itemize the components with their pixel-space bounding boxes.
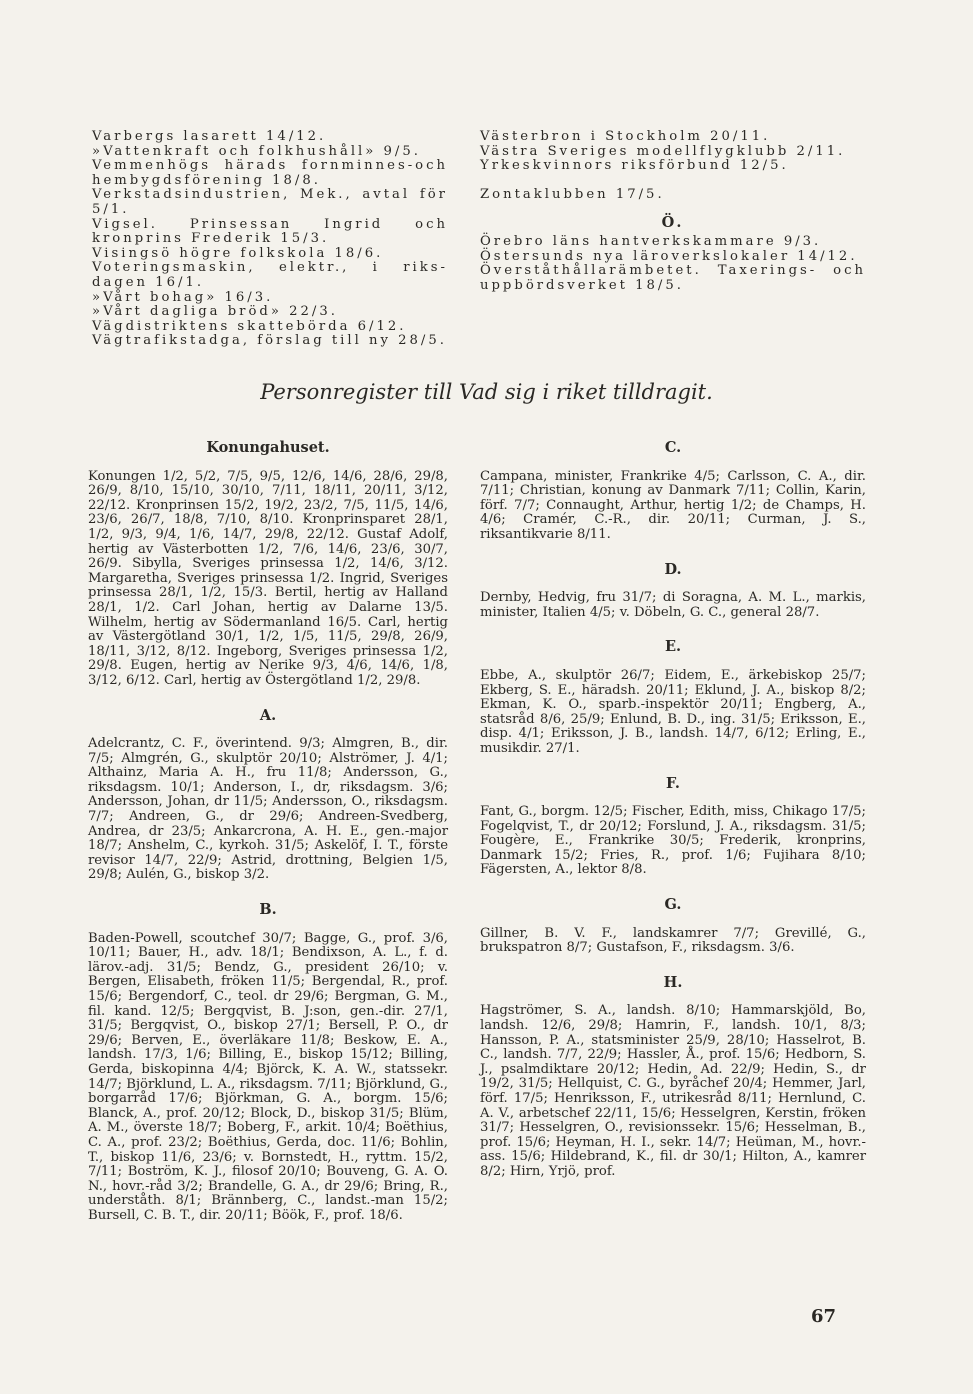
index-entry: Västerbron i Stockholm 20/11.	[480, 129, 771, 144]
index-entry: »Vårt bohag» 16/3.	[92, 289, 274, 305]
index-entry: Vägdistriktens skattebörda 6/12.	[92, 318, 407, 334]
index-entry: »Vattenkraft och folkhushåll» 9/5.	[92, 143, 421, 159]
section-heading: B.	[259, 901, 277, 919]
index-entry: »Vårt dagliga bröd» 22/3.	[92, 304, 338, 320]
section-text: Campana, minister, Frankrike 4/5; Carlsson, C. A., dir. 7/11; Christian, konung av Danmark 7/11; Collin, Karin, förf. 7/7; Connaught, Arthur, hertig 1/2; de Champs, H. 4/6; Cramér, C.-R., dir. 20/11; Curman, J. S., riksantikvarie 8/11.	[480, 468, 866, 542]
section-heading: G.	[664, 896, 682, 914]
section-heading: C.	[664, 439, 682, 456]
left-register-column	[88, 441, 448, 1244]
section-text: Ebbe, A., skulptör 26/7; Eidem, E., ärkebiskop 25/7; Ekberg, S. E., häradsh. 20/11; Eklund, J. A., biskop 8/2; Ekman, K. O., sparb.-inspektör 20/11; Engberg, A., statsråd 8/6, 25/9; Enlund, B. D., ing. 31/5; Eriksson, E., disp. 4/1; Eriksson, J. B., landsh. 14/7, 6/12; Erling, E., musikdir. 27/1.	[480, 667, 866, 756]
index-entry: Vemmenhögs härads fornminnes-och hembygdsförening 18/8.	[92, 158, 448, 188]
index-entry: Yrkeskvinnors riksförbund 12/5.	[480, 158, 789, 174]
section-text: Dernby, Hedvig, fru 31/7; di Soragna, A. M. L., markis, minister, Italien 4/5; v. Döbeln, G. C., general 28/7.	[480, 590, 866, 620]
section-heading: H.	[663, 973, 683, 991]
section-text: Adelcrantz, C. F., överintend. 9/3; Almgren, B., dir. 7/5; Almgrén, G., skulptör 20/10; Alströmer, J. 4/1; Althainz, Maria A. H., fru 11/8; Andersson, G., riksdagsm. 10/1; Anderson, I., dr, riksdagsm. 3/6; Andersson, Johan, dr 11/5; Andersson, O., riksdagsm. 7/7; Andreen, G., dr 29/6; Andreen-Svedberg, Andrea, dr 23/5; Ankarcrona, A. H. E., gen.-major 18/7; Anshelm, C., kyrkoh. 31/5; Askelöf, I. T., förste revisor 14/7, 22/9; Astrid, drottning, Belgien 1/5, 29/8; Aulén, G., biskop 3/2.	[88, 736, 448, 883]
index-entry: Västra Sveriges modellflygklubb 2/11.	[480, 143, 846, 159]
section-text: Fant, G., borgm. 12/5; Fischer, Edith, miss, Chikago 17/5; Fogelqvist, T., dr 20/12; Forslund, J. A., riksdagsm. 31/5; Fougère, E., Frankrike 30/5; Frederik, kronprins, Danmark 15/2; Fries, R., prof. 1/6; Fujihara 8/10; Fägersten, A., lektor 8/8.	[480, 804, 866, 878]
section-text: Gillner, B. V. F., landskamrer 7/7; Grevillé, G., brukspatron 8/7; Gustafson, F., riksdagsm. 3/6.	[480, 925, 866, 956]
index-entry: Örebro läns hantverkskammare 9/3.	[480, 233, 822, 249]
section-heading: E.	[664, 638, 682, 656]
section-text: Hagströmer, S. A., landsh. 8/10; Hammarskjöld, Bo, landsh. 12/6, 29/8; Hamrin, F., landsh. 10/1, 8/3; Hansson, P. A., statsminister 25/9, 28/10; Hasselrot, B. C., landsh. 7/7, 22/9; Hassler, Å., prof. 15/6; Hedborn, S. J., psalmdiktare 20/12; Hedin, Ad. 22/9; Hedin, S., dr 19/2, 31/5; Hellquist, C. G., byråchef 20/4; Hemmer, Jarl, förf. 17/5; Henriksson, F., utrikesråd 8/11; Hernlund, C. A. V., arbetschef 22/11, 15/6; Hesselgren, Kerstin, fröken 31/7; Hesselgren, O., revisionssekr. 15/6; Hesselman, B., prof. 15/6; Heyman, H. I., sekr. 14/7; Heüman, M., hovr.-ass. 15/6; Hildebrand, K., fil. dr 30/1; Hilton, A., kamrer 8/2; Hirn, Yrjö, prof.	[480, 1003, 866, 1179]
index-entry: Överståthållarämbetet. Taxerings- och uppbördsverket 18/5.	[480, 263, 866, 293]
section-heading: A.	[259, 706, 277, 724]
letter-heading: Ö.	[661, 214, 685, 232]
index-entry: Voteringsmaskin, elektr., i riks-dagen 16/1.	[92, 260, 448, 290]
index-entry: Zontaklubben 17/5.	[480, 186, 665, 202]
top-right-column	[480, 130, 866, 293]
index-entry: Varbergs lasarett 14/12.	[92, 129, 327, 144]
section-text: Konungen 1/2, 5/2, 7/5, 9/5, 12/6, 14/6, 28/6, 29/8, 26/9, 8/10, 15/10, 30/10, 7/11, 18/11, 20/11, 3/12, 22/12. Kronprinsen 15/2, 19/2, 23/2, 7/5, 11/5, 14/6, 23/6, 26/7, 18/8, 7/10, 8/10. Kronprinsparet 28/1, 1/2, 9/3, 9/4, 1/6, 14/7, 29/8, 22/12. Gustaf Adolf, hertig av Västerbotten 1/2, 7/6, 14/6, 23/6, 30/7, 26/9. Sibylla, Sveriges prinsessa 1/2, 14/6, 3/12. Margaretha, Sveriges prinsessa 1/2. Ingrid, Sveriges prinsessa 28/1, 1/2, 15/3. Bertil, hertig av Halland 28/1, 1/2. Carl Johan, hertig av Dalarne 13/5. Wilhelm, hertig av Södermanland 16/5. Carl, hertig av Västergötland 30/1, 1/2, 1/5, 11/5, 29/8, 26/9, 18/11, 3/12, 8/12. Ingeborg, Sveriges prinsessa 1/2, 29/8. Eugen, hertig av Nerike 9/3, 4/6, 14/6, 1/8, 3/12, 6/12. Carl, hertig av Östergötland 1/2, 29/8.	[88, 468, 448, 688]
index-entry: Visingsö högre folkskola 18/6.	[92, 245, 384, 261]
page-number: 67	[811, 1306, 837, 1327]
register-title: Personregister till Vad sig i riket tilldragit.	[260, 380, 713, 404]
section-heading: D.	[664, 560, 682, 578]
index-entry: Östersunds nya läroverkslokaler 14/12.	[480, 248, 858, 264]
section-text: Baden-Powell, scoutchef 30/7; Bagge, G., prof. 3/6, 10/11; Bauer, H., adv. 18/1; Bendixson, A. L., f. d. lärov.-adj. 31/5; Bendz, G., president 26/10; v. Bergen, Elisabeth, fröken 11/5; Bergendal, R., prof. 15/6; Bergendorf, C., teol. dr 29/6; Bergman, G. M., fil. kand. 12/5; Bergqvist, B. J:son, gen.-dir. 27/1, 31/5; Bergqvist, O., biskop 27/1; Bersell, P. O., dr 29/6; Berven, E., överläkare 11/8; Beskow, E. A., landsh. 17/3, 1/6; Billing, E., biskop 15/12; Billing, Gerda, biskopinna 4/4; Björck, K. A. W., statssekr. 14/7; Björklund, L. A., riksdagsm. 7/11; Björklund, G., borgarråd 17/6; Björkman, G. A., borgm. 15/6; Blanck, A., prof. 20/12; Block, D., biskop 31/5; Blüm, A. M., överste 18/7; Boberg, F., arkit. 10/4; Boëthius, C. A., prof. 23/2; Boëthius, Gerda, doc. 11/6; Bohlin, T., biskop 11/6, 23/6; v. Bornstedt, H., ryttm. 15/2, 7/11; Boström, K. J., filosof 20/10; Bouveng, G. A. O. N., hovr.-råd 3/2; Brandelle, G. A., dr 29/6; Bring, R., underståth. 8/1; Brännberg, C., landst.-man 15/2; Bursell, C. B. T., dir. 20/11; Böök, F., prof. 18/6.	[88, 930, 448, 1223]
right-register-column	[480, 441, 866, 1200]
section-heading: F.	[666, 774, 680, 792]
index-entry: Vägtrafikstadga, förslag till ny 28/5.	[92, 333, 447, 349]
index-entry: Verkstadsindustrien, Mek., avtal för 5/1.	[92, 187, 448, 217]
index-entry: Vigsel. Prinsessan Ingrid och kronprins Frederik 15/3.	[92, 216, 448, 247]
section-heading: Konungahuset.	[206, 439, 330, 456]
top-left-column	[92, 130, 448, 349]
